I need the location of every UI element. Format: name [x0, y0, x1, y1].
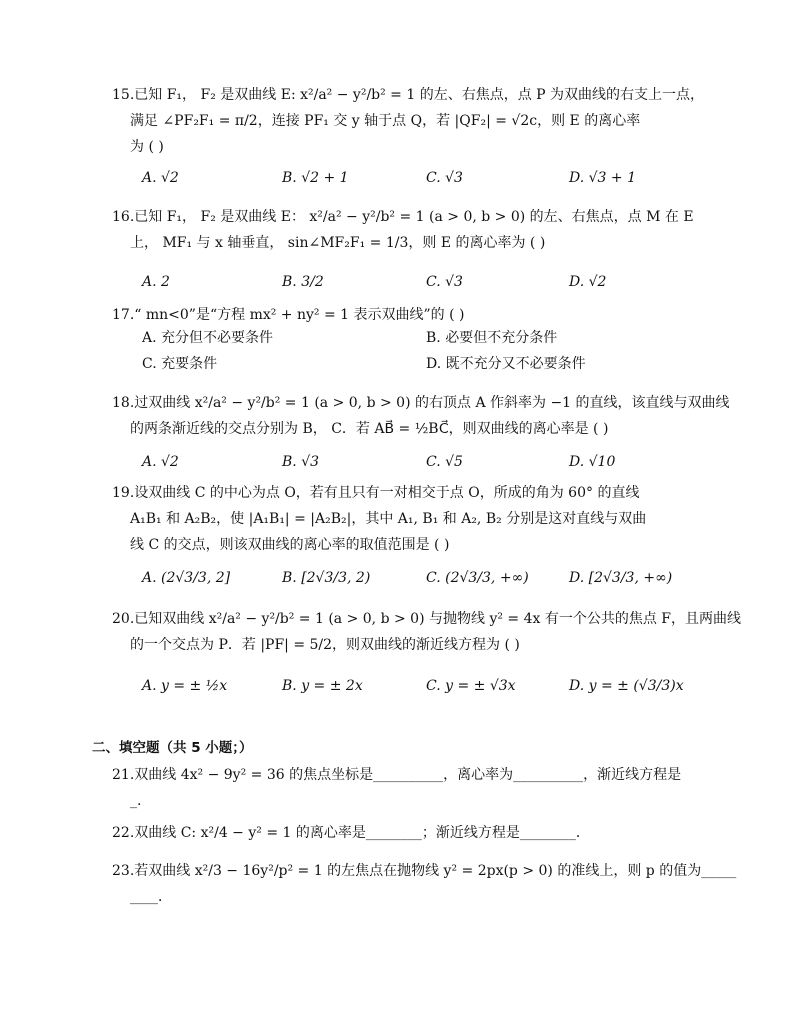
option-b[interactable]: B. √2 + 1: [282, 170, 349, 186]
option-c[interactable]: C. √5: [426, 454, 463, 470]
options-20: [142, 674, 702, 698]
option-d[interactable]: D. 既不充分又不必要条件: [426, 356, 586, 372]
option-a[interactable]: A. √2: [142, 170, 179, 186]
option-d[interactable]: D. y = ± (√3/3)x: [569, 678, 684, 694]
question-line: 19.设双曲线 C 的中心为点 O，若有且只有一对相交于点 O，所成的角为 60° 的直线: [112, 485, 640, 501]
options-15: [142, 166, 702, 190]
question-16: [112, 204, 712, 256]
option-b[interactable]: B. [2√3/3, 2): [282, 570, 371, 586]
question-17: [112, 302, 712, 328]
option-c[interactable]: C. √3: [426, 274, 463, 290]
question-line: 17.“ mn<0”是“方程 mx² + ny² = 1 表示双曲线”的 ( ): [112, 307, 465, 323]
question-line: _.: [130, 793, 142, 809]
option-c[interactable]: C. 充要条件: [142, 356, 218, 372]
options-17-row1: [142, 326, 702, 350]
question-line: 16.已知 F₁， F₂ 是双曲线 E： x²/a² − y²/b² = 1 (a > 0, b > 0) 的左、右焦点，点 M 在 E: [112, 209, 694, 225]
question-line: 15.已知 F₁， F₂ 是双曲线 E: x²/a² − y²/b² = 1 的左、右焦点，点 P 为双曲线的右支上一点，: [112, 87, 705, 103]
question-line: 为 ( ): [130, 139, 164, 155]
option-d[interactable]: D. √3 + 1: [569, 170, 636, 186]
option-d[interactable]: D. √2: [569, 274, 607, 290]
question-line: A₁B₁ 和 A₂B₂，使 |A₁B₁| = |A₂B₂|，其中 A₁, B₁ 和 A₂, B₂ 分别是这对直线与双曲: [130, 511, 647, 527]
question-22: [112, 820, 712, 846]
question-line: 23.若双曲线 x²/3 − 16y²/p² = 1 的左焦点在抛物线 y² = 2px(p > 0) 的准线上，则 p 的值为_____: [112, 863, 737, 879]
question-line: ____．: [130, 889, 172, 905]
option-b[interactable]: B. √3: [282, 454, 320, 470]
option-c[interactable]: C. √3: [426, 170, 463, 186]
question-15: [112, 82, 712, 160]
option-c[interactable]: C. y = ± √3x: [426, 678, 516, 694]
option-a[interactable]: A. y = ± ½x: [142, 678, 228, 694]
question-20: [112, 606, 742, 658]
question-21: [112, 762, 712, 814]
option-c[interactable]: C. (2√3/3, +∞): [426, 570, 529, 586]
options-19: [142, 566, 702, 590]
question-18: [112, 390, 730, 442]
option-d[interactable]: D. √10: [569, 454, 616, 470]
option-a[interactable]: A. 充分但不必要条件: [142, 330, 274, 346]
option-d[interactable]: D. [2√3/3, +∞): [569, 570, 673, 586]
options-17-row2: [142, 352, 702, 376]
question-19: [112, 480, 712, 558]
option-b[interactable]: B. y = ± 2x: [282, 678, 363, 694]
question-line: 22.双曲线 C: x²/4 − y² = 1 的离心率是________；渐近线方程是________．: [112, 825, 590, 841]
option-a[interactable]: A. 2: [142, 274, 170, 290]
question-line: 满足 ∠PF₂F₁ = π/2，连接 PF₁ 交 y 轴于点 Q，若 |QF₂| = √2c，则 E 的离心率: [130, 113, 641, 129]
option-b[interactable]: B. 3/2: [282, 274, 324, 290]
question-line: 20.已知双曲线 x²/a² − y²/b² = 1 (a > 0, b > 0) 与抛物线 y² = 4x 有一个公共的焦点 F，且两曲线: [112, 611, 742, 627]
question-line: 上， MF₁ 与 x 轴垂直， sin∠MF₂F₁ = 1/3，则 E 的离心率为 ( ): [130, 235, 546, 251]
option-b[interactable]: B. 必要但不充分条件: [426, 330, 558, 346]
question-line: 线 C 的交点，则该双曲线的离心率的取值范围是 ( ): [130, 537, 450, 553]
question-line: 的两条渐近线的交点分别为 B， C．若 AB⃗ = ½BC⃗，则双曲线的离心率是 ( ): [130, 421, 609, 437]
section-title: 二、填空题（共 5 小题；）: [92, 740, 253, 756]
question-line: 18.过双曲线 x²/a² − y²/b² = 1 (a > 0, b > 0) 的右顶点 A 作斜率为 −1 的直线，该直线与双曲线: [112, 395, 730, 411]
option-a[interactable]: A. (2√3/3, 2]: [142, 570, 231, 586]
question-23: [112, 858, 737, 910]
options-18: [142, 450, 702, 474]
question-line: 21.双曲线 4x² − 9y² = 36 的焦点坐标是__________，离心率为__________，渐近线方程是: [112, 767, 682, 783]
options-16: [142, 270, 702, 294]
option-a[interactable]: A. √2: [142, 454, 179, 470]
question-line: 的一个交点为 P．若 |PF| = 5/2，则双曲线的渐近线方程为 ( ): [130, 637, 520, 653]
